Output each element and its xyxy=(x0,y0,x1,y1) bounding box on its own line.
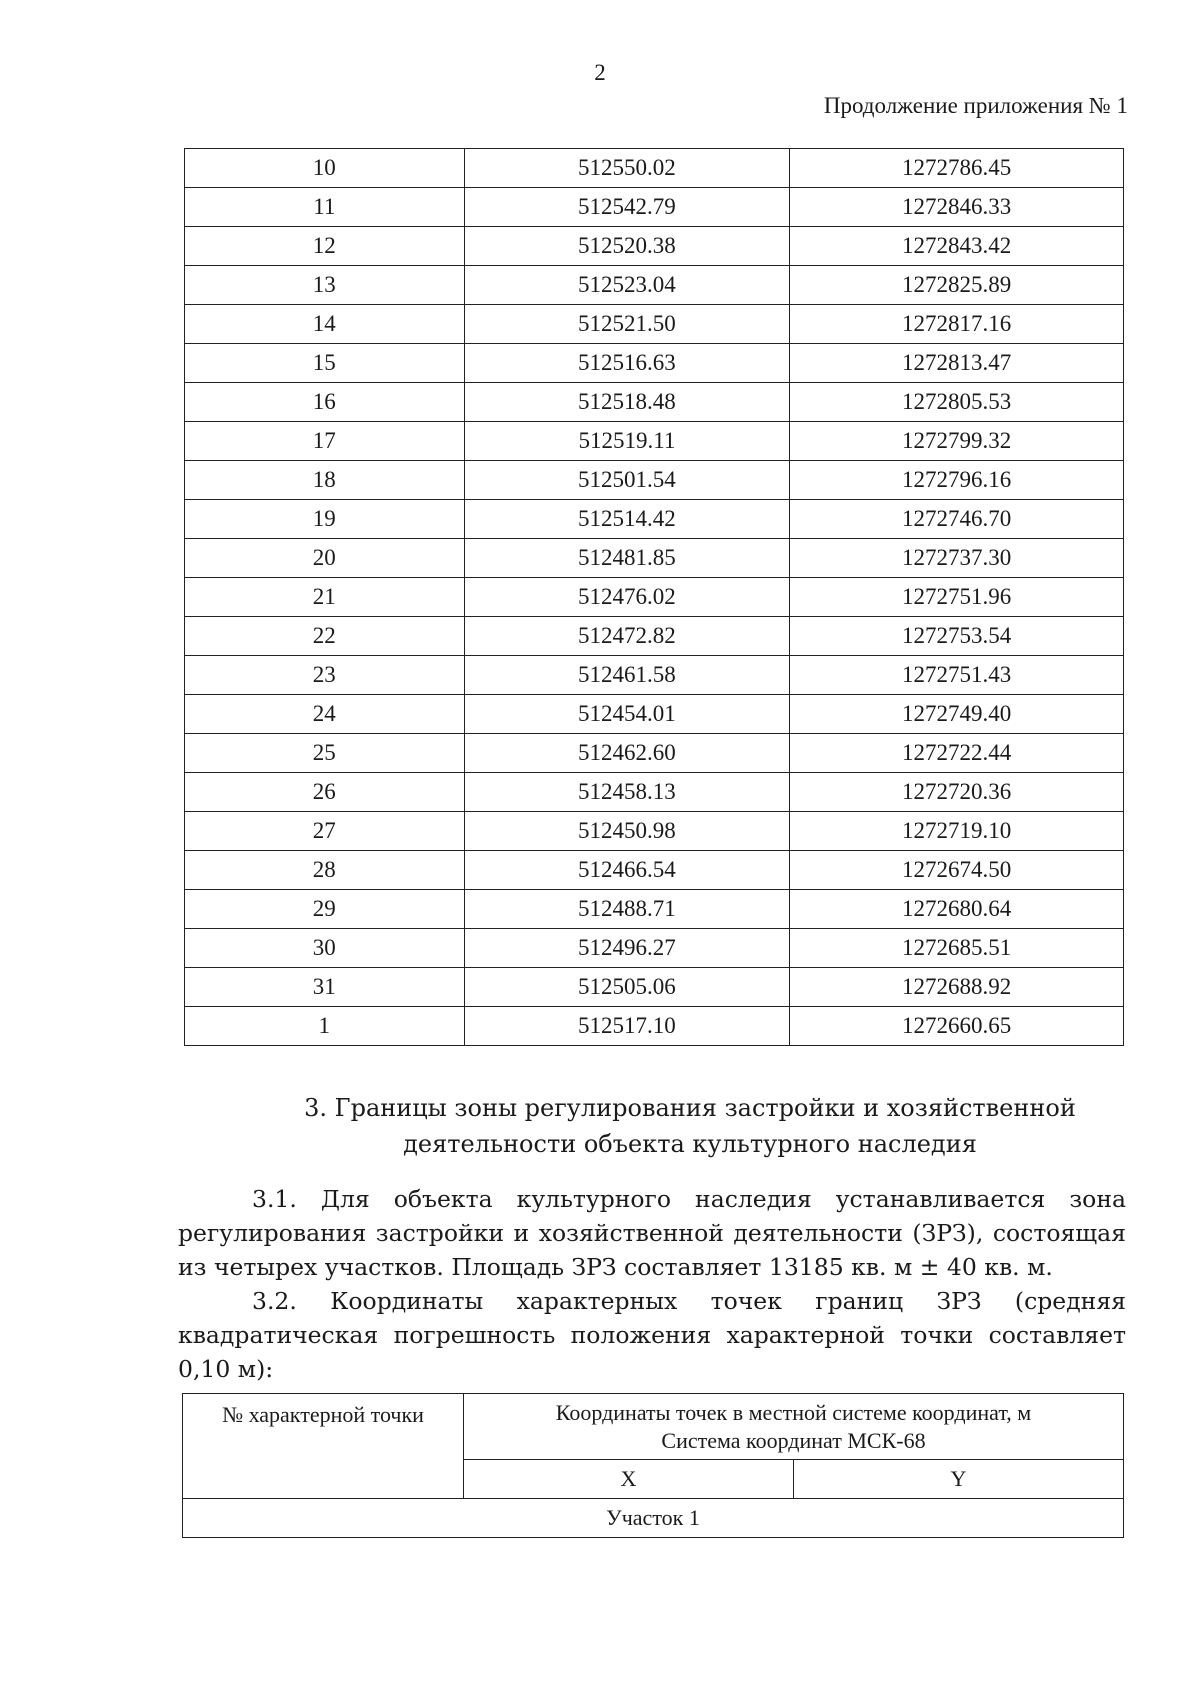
point-number-cell: 16 xyxy=(185,383,465,422)
table-row xyxy=(185,539,1124,578)
y-coordinate-cell: 1272786.45 xyxy=(790,149,1124,188)
table-row xyxy=(185,383,1124,422)
point-number-cell: 31 xyxy=(185,968,465,1007)
y-coordinate-cell: 1272817.16 xyxy=(790,305,1124,344)
point-number-cell: 26 xyxy=(185,773,465,812)
y-coordinate-cell: 1272737.30 xyxy=(790,539,1124,578)
x-coordinate-cell: 512481.85 xyxy=(464,539,790,578)
point-number-cell: 21 xyxy=(185,578,465,617)
table-row xyxy=(185,968,1124,1007)
table-row xyxy=(185,773,1124,812)
x-coordinate-cell: 512450.98 xyxy=(464,812,790,851)
table-row xyxy=(185,188,1124,227)
x-coordinate-cell: 512458.13 xyxy=(464,773,790,812)
table-row xyxy=(185,422,1124,461)
x-coordinate-cell: 512501.54 xyxy=(464,461,790,500)
y-coordinate-cell: 1272688.92 xyxy=(790,968,1124,1007)
x-coordinate-cell: 512466.54 xyxy=(464,851,790,890)
y-coordinate-cell: 1272660.65 xyxy=(790,1007,1124,1046)
point-number-cell: 27 xyxy=(185,812,465,851)
point-number-cell: 19 xyxy=(185,500,465,539)
point-number-cell: 28 xyxy=(185,851,465,890)
x-coordinate-cell: 512476.02 xyxy=(464,578,790,617)
point-number-cell: 24 xyxy=(185,695,465,734)
x-coordinate-cell: 512550.02 xyxy=(464,149,790,188)
table-row xyxy=(185,890,1124,929)
x-coordinate-cell: 512516.63 xyxy=(464,344,790,383)
y-coordinate-cell: 1272805.53 xyxy=(790,383,1124,422)
point-number-cell: 18 xyxy=(185,461,465,500)
y-header: Y xyxy=(794,1460,1124,1499)
y-coordinate-cell: 1272746.70 xyxy=(790,500,1124,539)
table-row xyxy=(185,1007,1124,1046)
point-number-cell: 20 xyxy=(185,539,465,578)
x-coordinate-cell: 512488.71 xyxy=(464,890,790,929)
x-coordinate-cell: 512517.10 xyxy=(464,1007,790,1046)
point-number-cell: 23 xyxy=(185,656,465,695)
y-coordinate-cell: 1272722.44 xyxy=(790,734,1124,773)
point-number-cell: 22 xyxy=(185,617,465,656)
table-row xyxy=(185,266,1124,305)
point-number-cell: 30 xyxy=(185,929,465,968)
table-row xyxy=(185,617,1124,656)
y-coordinate-cell: 1272799.32 xyxy=(790,422,1124,461)
x-coordinate-cell: 512472.82 xyxy=(464,617,790,656)
table-row xyxy=(185,734,1124,773)
section-heading-line2: деятельности объекта культурного наследия xyxy=(403,1130,977,1158)
x-coordinate-cell: 512523.04 xyxy=(464,266,790,305)
point-number-header: № характерной точки xyxy=(183,1394,464,1499)
table-row xyxy=(185,461,1124,500)
table-row xyxy=(185,812,1124,851)
point-number-cell: 14 xyxy=(185,305,465,344)
page-number: 2 xyxy=(594,60,606,85)
coordinates-table xyxy=(184,148,1124,1046)
y-coordinate-cell: 1272685.51 xyxy=(790,929,1124,968)
table-row xyxy=(185,344,1124,383)
y-coordinate-cell: 1272680.64 xyxy=(790,890,1124,929)
plot-label: Участок 1 xyxy=(183,1499,1124,1538)
paragraph-3-2: 3.2. Координаты характерных точек границ ЗРЗ (средняя квадратическая погрешность положения характерной точки составляет 0,10 м): xyxy=(178,1287,1126,1383)
point-number-cell: 25 xyxy=(185,734,465,773)
table-row xyxy=(185,578,1124,617)
point-number-cell: 12 xyxy=(185,227,465,266)
point-number-cell: 17 xyxy=(185,422,465,461)
section-heading-line1: 3. Границы зоны регулирования застройки и хозяйственной xyxy=(304,1094,1076,1122)
x-coordinate-cell: 512518.48 xyxy=(464,383,790,422)
x-coordinate-cell: 512461.58 xyxy=(464,656,790,695)
coordinates-header-line2: Система координат МСК-68 xyxy=(661,1427,926,1453)
y-coordinate-cell: 1272674.50 xyxy=(790,851,1124,890)
table-row xyxy=(185,695,1124,734)
point-number-cell: 11 xyxy=(185,188,465,227)
coordinates-header xyxy=(464,1394,1124,1460)
point-number-cell: 29 xyxy=(185,890,465,929)
table-row xyxy=(185,929,1124,968)
y-coordinate-cell: 1272843.42 xyxy=(790,227,1124,266)
y-coordinate-cell: 1272825.89 xyxy=(790,266,1124,305)
y-coordinate-cell: 1272751.96 xyxy=(790,578,1124,617)
point-number-cell: 15 xyxy=(185,344,465,383)
x-coordinate-cell: 512514.42 xyxy=(464,500,790,539)
x-coordinate-cell: 512542.79 xyxy=(464,188,790,227)
y-coordinate-cell: 1272846.33 xyxy=(790,188,1124,227)
table-row xyxy=(185,227,1124,266)
point-number-cell: 13 xyxy=(185,266,465,305)
table-row xyxy=(185,305,1124,344)
y-coordinate-cell: 1272813.47 xyxy=(790,344,1124,383)
x-coordinate-cell: 512496.27 xyxy=(464,929,790,968)
table-row xyxy=(185,149,1124,188)
y-coordinate-cell: 1272751.43 xyxy=(790,656,1124,695)
x-coordinate-cell: 512521.50 xyxy=(464,305,790,344)
table-row xyxy=(185,851,1124,890)
x-header: X xyxy=(464,1460,794,1499)
zrz-header-table xyxy=(182,1393,1124,1538)
paragraph-3-1: 3.1. Для объекта культурного наследия устанавливается зона регулирования застройки и хозяйственной деятельности (ЗРЗ), состоящая из четырех участков. Площадь ЗРЗ составляет 13185 кв. м ± 40 кв. м. xyxy=(178,1185,1126,1281)
y-coordinate-cell: 1272720.36 xyxy=(790,773,1124,812)
point-number-cell: 1 xyxy=(185,1007,465,1046)
x-coordinate-cell: 512454.01 xyxy=(464,695,790,734)
continuation-label: Продолжение приложения № 1 xyxy=(823,93,1128,118)
x-coordinate-cell: 512519.11 xyxy=(464,422,790,461)
table-row xyxy=(185,500,1124,539)
y-coordinate-cell: 1272719.10 xyxy=(790,812,1124,851)
table-row xyxy=(185,656,1124,695)
y-coordinate-cell: 1272796.16 xyxy=(790,461,1124,500)
y-coordinate-cell: 1272753.54 xyxy=(790,617,1124,656)
x-coordinate-cell: 512520.38 xyxy=(464,227,790,266)
x-coordinate-cell: 512505.06 xyxy=(464,968,790,1007)
x-coordinate-cell: 512462.60 xyxy=(464,734,790,773)
point-number-cell: 10 xyxy=(185,149,465,188)
coordinates-header-line1: Координаты точек в местной системе координат, м xyxy=(555,1399,1032,1425)
section-heading xyxy=(300,1090,1080,1162)
y-coordinate-cell: 1272749.40 xyxy=(790,695,1124,734)
